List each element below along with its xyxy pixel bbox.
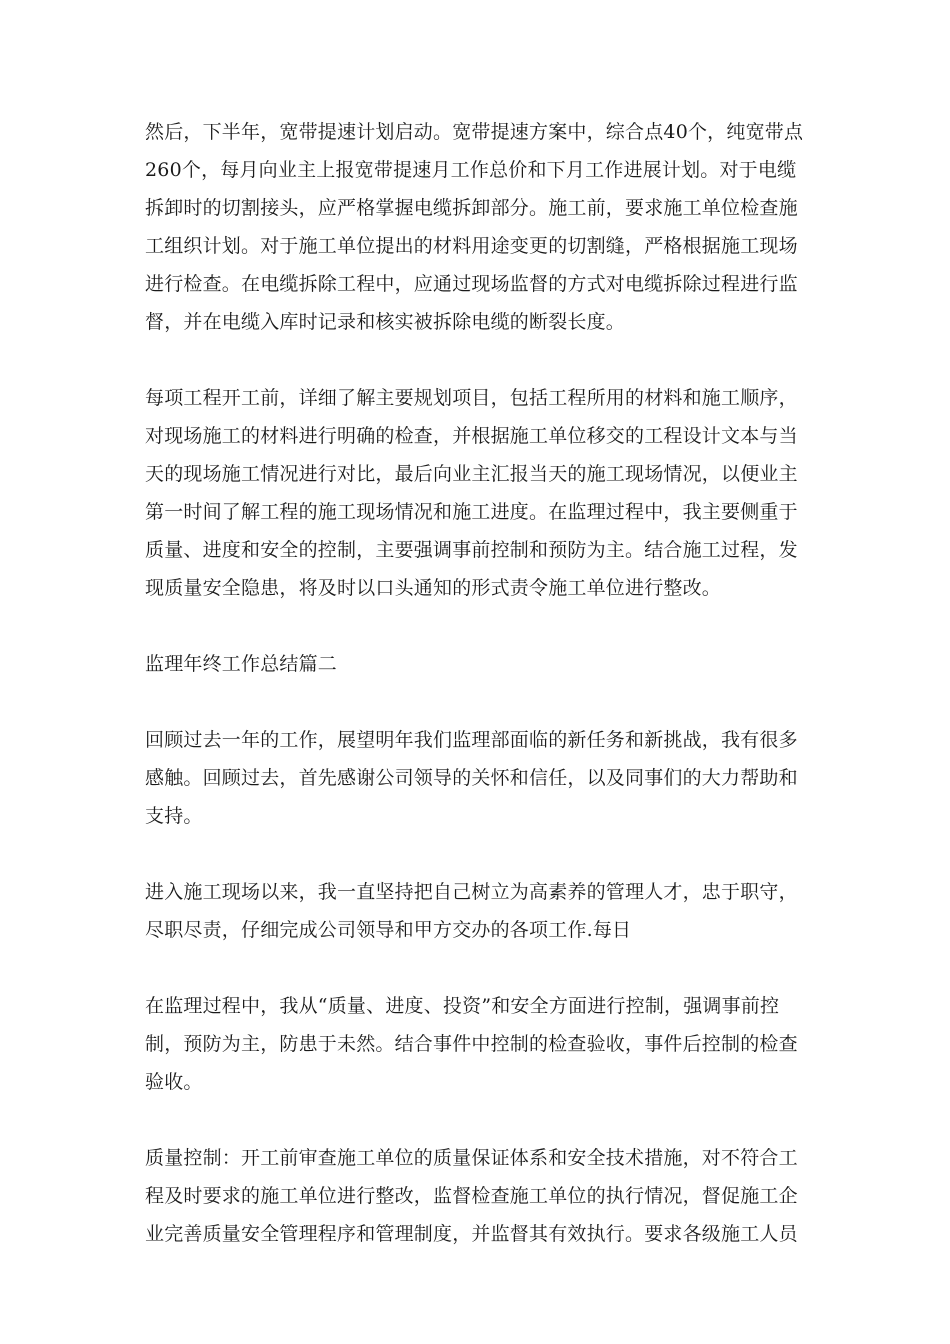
text-line: 验收。: [145, 1071, 203, 1093]
text-line: 回顾过去一年的工作，展望明年我们监理部面临的新任务和新挑战，我有很多: [145, 729, 798, 751]
text-line: 对现场施工的材料进行明确的检查，并根据施工单位移交的工程设计文本与当: [145, 425, 798, 447]
text-line: 尽职尽责，仔细完成公司领导和甲方交办的各项工作.每日: [145, 919, 632, 941]
document-body: [145, 113, 805, 1291]
text-line: 业完善质量安全管理程序和管理制度，并监督其有效执行。要求各级施工人员: [145, 1223, 798, 1245]
section-heading-text: 监理年终工作总结篇二: [145, 653, 338, 675]
paragraph-pre-construction: [145, 379, 805, 607]
text-line: 260个，每月向业主上报宽带提速月工作总价和下月工作进展计划。对于电缆: [145, 159, 797, 181]
text-line: 天的现场施工情况进行对比，最后向业主汇报当天的施工现场情况，以便业主: [145, 463, 798, 485]
text-line: 在监理过程中，我从“质量、进度、投资”和安全方面进行控制，强调事前控: [145, 995, 780, 1017]
text-line: 质量、进度和安全的控制，主要强调事前控制和预防为主。结合施工过程，发: [145, 539, 798, 561]
text-line: 拆卸时的切割接头，应严格掌握电缆拆卸部分。施工前，要求施工单位检查施: [145, 197, 798, 219]
text-line: 感触。回顾过去，首先感谢公司领导的关怀和信任，以及同事们的大力帮助和: [145, 767, 798, 789]
text-line: 程及时要求的施工单位进行整改，监督检查施工单位的执行情况，督促施工企: [145, 1185, 798, 1207]
text-line: 第一时间了解工程的施工现场情况和施工进度。在监理过程中，我主要侧重于: [145, 501, 798, 523]
paragraph-quality-control: [145, 1139, 805, 1253]
text-line: 质量控制：开工前审查施工单位的质量保证体系和安全技术措施，对不符合工: [145, 1147, 798, 1169]
paragraph-broadband-upgrade: [145, 113, 805, 341]
paragraph-supervision-control: [145, 987, 805, 1101]
text-line: 制，预防为主，防患于未然。结合事件中控制的检查验收，事件后控制的检查: [145, 1033, 798, 1055]
paragraph-site-entry: [145, 873, 805, 949]
text-line: 督，并在电缆入库时记录和核实被拆除电缆的断裂长度。: [145, 311, 626, 333]
text-line: 然后，下半年，宽带提速计划启动。宽带提速方案中，综合点40个，纯宽带点: [145, 121, 804, 143]
text-line: 进入施工现场以来，我一直坚持把自己树立为高素养的管理人才，忠于职守，: [145, 881, 798, 903]
paragraph-review: [145, 721, 805, 835]
text-line: 工组织计划。对于施工单位提出的材料用途变更的切割缝，严格根据施工现场: [145, 235, 798, 257]
section-heading: [145, 645, 805, 683]
text-line: 进行检查。在电缆拆除工程中，应通过现场监督的方式对电缆拆除过程进行监: [145, 273, 798, 295]
text-line: 支持。: [145, 805, 203, 827]
text-line: 每项工程开工前，详细了解主要规划项目，包括工程所用的材料和施工顺序，: [145, 387, 798, 409]
text-line: 现质量安全隐患，将及时以口头通知的形式责令施工单位进行整改。: [145, 577, 722, 599]
